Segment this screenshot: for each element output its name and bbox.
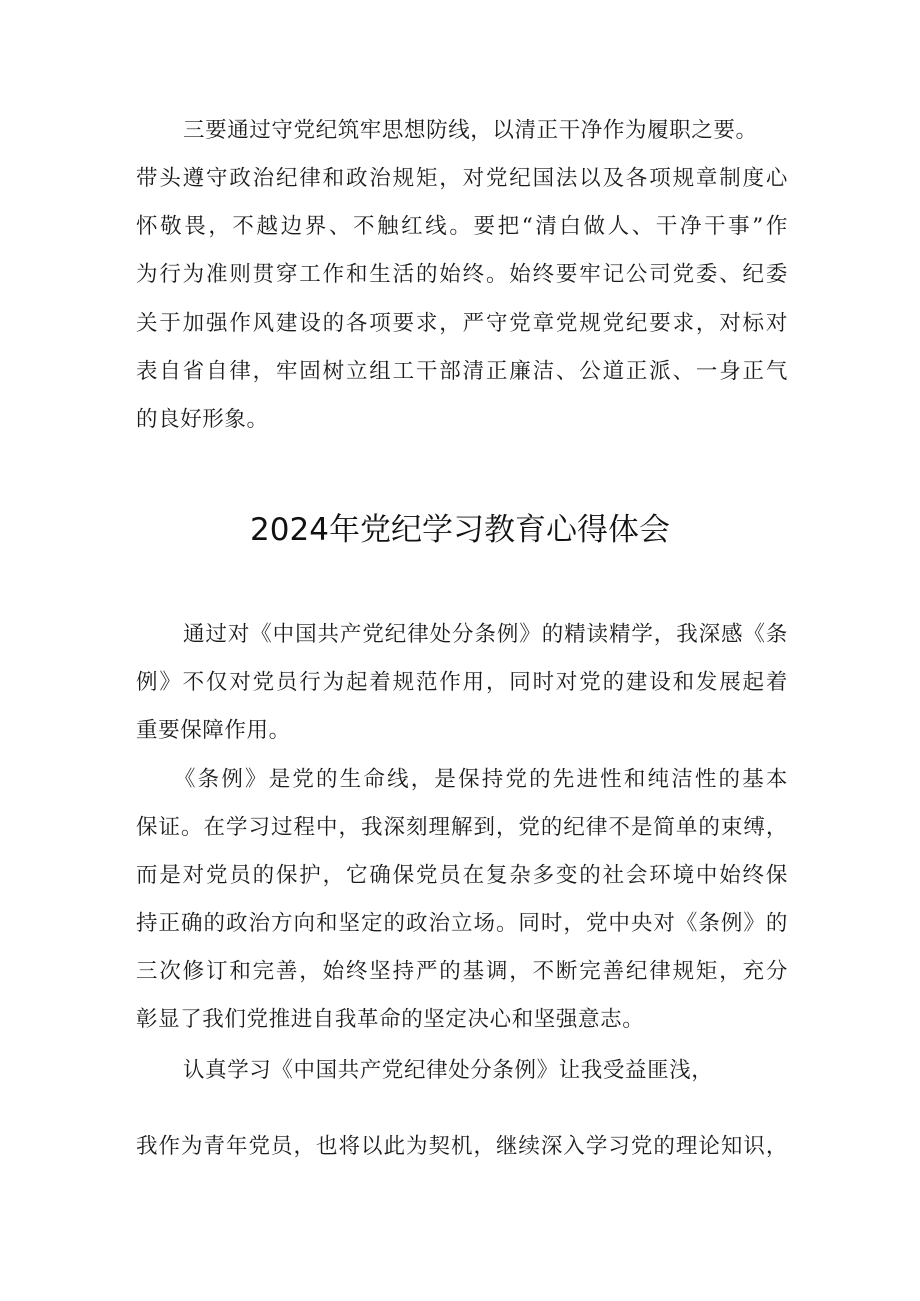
text-line: 例》不仅对党员行为起着规范作用，同时对党的建设和发展起着 [136, 670, 788, 695]
text-line: 我作为青年党员，也将以此为契机，继续深入学习党的理论知识， [136, 1134, 788, 1159]
text-line: 持正确的政治方向和坚定的政治立场。同时，党中央对《条例》的 [136, 911, 788, 936]
text-line: 带头遵守政治纪律和政治规矩，对党纪国法以及各项规章制度心 [136, 166, 788, 191]
text-line: 认真学习《中国共产党纪律处分条例》让我受益匪浅， [183, 1058, 714, 1083]
text-line: 三次修订和完善，始终坚持严的基调，不断完善纪律规矩，充分 [136, 959, 788, 984]
text-line: 为行为准则贯穿工作和生活的始终。始终要牢记公司党委、纪委 [136, 262, 788, 287]
text-line: 彰显了我们党推进自我革命的坚定决心和坚强意志。 [136, 1007, 645, 1032]
page-title: 2024年党纪学习教育心得体会 [250, 512, 670, 548]
text-line: 重要保障作用。 [136, 718, 291, 743]
text-line: 的良好形象。 [136, 407, 269, 432]
text-line: 《条例》是党的生命线，是保持党的先进性和纯洁性的基本 [174, 767, 788, 792]
text-line: 关于加强作风建设的各项要求，严守党章党规党纪要求，对标对 [136, 311, 788, 336]
text-line: 怀敬畏，不越边界、不触红线。要把“清白做人、干净干事”作 [136, 214, 788, 239]
text-line: 通过对《中国共产党纪律处分条例》的精读精学，我深感《条 [183, 622, 788, 647]
text-line: 表自省自律，牢固树立组工干部清正廉洁、公道正派、一身正气 [136, 359, 788, 384]
text-line: 三要通过守党纪筑牢思想防线，以清正干净作为履职之要。 [183, 118, 758, 143]
text-line: 保证。在学习过程中，我深刻理解到，党的纪律不是简单的束缚， [136, 815, 788, 840]
text-line: 而是对党员的保护，它确保党员在复杂多变的社会环境中始终保 [136, 863, 788, 888]
